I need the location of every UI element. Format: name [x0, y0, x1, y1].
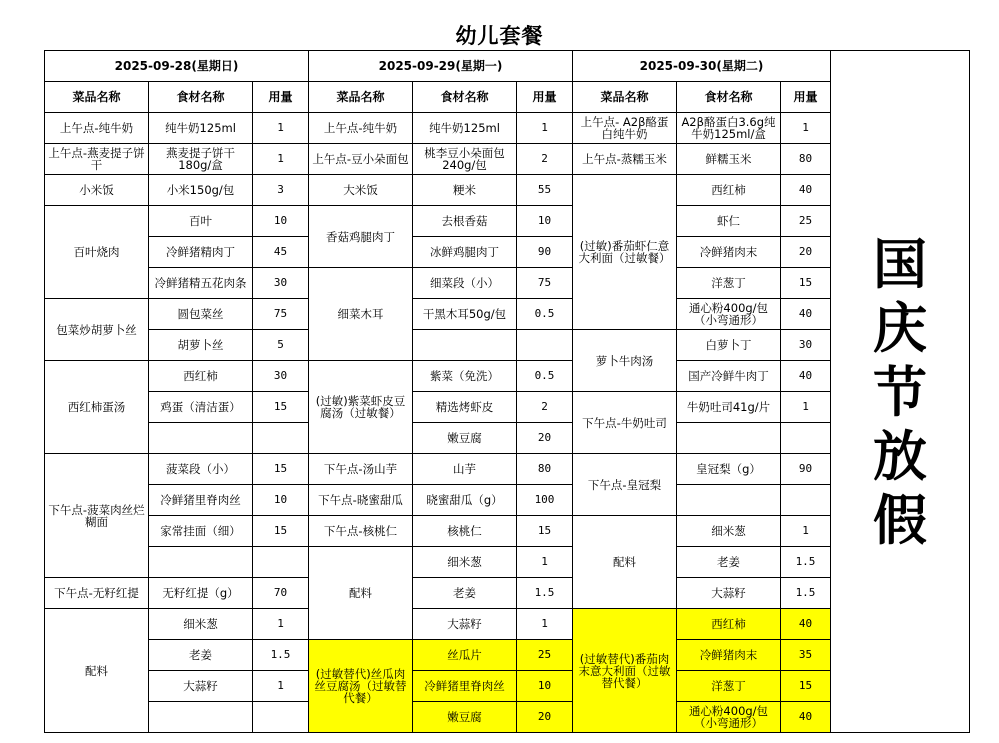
amount-cell: 15 — [253, 516, 309, 547]
amount-cell: 15 — [781, 671, 831, 702]
empty-cell — [781, 423, 831, 454]
amount-cell: 40 — [781, 702, 831, 733]
holiday-char: 庆 — [873, 295, 927, 360]
dish-cell: 配料 — [45, 609, 149, 733]
ingredient-cell: 洋葱丁 — [677, 671, 781, 702]
ingredient-cell: 冷鲜猪肉末 — [677, 237, 781, 268]
amount-cell: 40 — [781, 299, 831, 330]
ingredient-cell: 桃李豆小朵面包240g/包 — [413, 144, 517, 175]
ingredient-cell: 老姜 — [677, 547, 781, 578]
dish-cell: 配料 — [309, 547, 413, 640]
empty-cell — [253, 423, 309, 454]
header-ingredient: 食材名称 — [413, 82, 517, 113]
amount-cell: 30 — [781, 330, 831, 361]
ingredient-cell: 鲜糯玉米 — [677, 144, 781, 175]
dish-cell: 配料 — [573, 516, 677, 609]
ingredient-cell: 大蒜籽 — [149, 671, 253, 702]
amount-cell: 10 — [517, 671, 573, 702]
ingredient-cell: 鸡蛋（清洁蛋） — [149, 392, 253, 423]
dish-cell: (过敏)番茄虾仁意大利面（过敏餐） — [573, 175, 677, 330]
header-dish: 菜品名称 — [573, 82, 677, 113]
amount-cell: 20 — [517, 423, 573, 454]
dish-cell: 上午点- A2β酪蛋白纯牛奶 — [573, 113, 677, 144]
amount-cell: 1 — [781, 516, 831, 547]
dish-cell: 大米饭 — [309, 175, 413, 206]
amount-cell: 1 — [253, 144, 309, 175]
empty-cell — [149, 547, 253, 578]
amount-cell: 1 — [517, 547, 573, 578]
amount-cell: 40 — [781, 175, 831, 206]
ingredient-cell: 精选烤虾皮 — [413, 392, 517, 423]
ingredient-cell: 冷鲜猪精肉丁 — [149, 237, 253, 268]
dish-cell: (过敏替代)番茄肉末意大利面（过敏替代餐） — [573, 609, 677, 733]
ingredient-cell: 百叶 — [149, 206, 253, 237]
dish-cell: 香菇鸡腿肉丁 — [309, 206, 413, 268]
dish-cell: 包菜炒胡萝卜丝 — [45, 299, 149, 361]
ingredient-cell: 西红柿 — [677, 609, 781, 640]
amount-cell: 25 — [781, 206, 831, 237]
empty-cell — [677, 423, 781, 454]
amount-cell: 5 — [253, 330, 309, 361]
day1-date: 2025-09-28(星期日) — [45, 51, 309, 82]
holiday-char: 国 — [873, 231, 927, 296]
amount-cell: 15 — [781, 268, 831, 299]
holiday-char: 节 — [873, 359, 927, 424]
ingredient-cell: 大蒜籽 — [413, 609, 517, 640]
ingredient-cell: 家常挂面（细） — [149, 516, 253, 547]
dish-cell: 上午点-燕麦提子饼干 — [45, 144, 149, 175]
dish-cell: 细菜木耳 — [309, 268, 413, 361]
amount-cell: 15 — [517, 516, 573, 547]
amount-cell: 2 — [517, 392, 573, 423]
ingredient-cell: 纯牛奶125ml — [413, 113, 517, 144]
header-ingredient: 食材名称 — [677, 82, 781, 113]
header-amount: 用量 — [781, 82, 831, 113]
amount-cell: 70 — [253, 578, 309, 609]
dish-cell: 下午点-汤山芋 — [309, 454, 413, 485]
amount-cell: 1 — [781, 113, 831, 144]
amount-cell: 40 — [781, 361, 831, 392]
ingredient-cell: 西红柿 — [149, 361, 253, 392]
amount-cell: 1 — [253, 609, 309, 640]
dish-cell: 下午点-皇冠梨 — [573, 454, 677, 516]
amount-cell: 90 — [517, 237, 573, 268]
amount-cell: 15 — [253, 454, 309, 485]
amount-cell: 2 — [517, 144, 573, 175]
ingredient-cell: 干黑木耳50g/包 — [413, 299, 517, 330]
ingredient-cell: 粳米 — [413, 175, 517, 206]
day3-date: 2025-09-30(星期二) — [573, 51, 831, 82]
empty-cell — [677, 485, 781, 516]
amount-cell: 100 — [517, 485, 573, 516]
ingredient-cell: 冷鲜猪精五花肉条 — [149, 268, 253, 299]
dish-cell: 上午点-纯牛奶 — [45, 113, 149, 144]
empty-cell — [253, 702, 309, 733]
dish-cell: 下午点-菠菜肉丝烂糊面 — [45, 454, 149, 578]
empty-cell — [253, 547, 309, 578]
amount-cell: 10 — [253, 206, 309, 237]
ingredient-cell: 细米葱 — [413, 547, 517, 578]
amount-cell: 1 — [253, 113, 309, 144]
ingredient-cell: 牛奶吐司41g/片 — [677, 392, 781, 423]
empty-cell — [149, 423, 253, 454]
amount-cell: 40 — [781, 609, 831, 640]
amount-cell: 1.5 — [253, 640, 309, 671]
dish-cell: 下午点-牛奶吐司 — [573, 392, 677, 454]
ingredient-cell: 冷鲜猪里脊肉丝 — [149, 485, 253, 516]
amount-cell: 0.5 — [517, 361, 573, 392]
ingredient-cell: 核桃仁 — [413, 516, 517, 547]
ingredient-cell: 无籽红提（g） — [149, 578, 253, 609]
ingredient-cell: 纯牛奶125ml — [149, 113, 253, 144]
amount-cell: 1.5 — [517, 578, 573, 609]
empty-cell — [517, 330, 573, 361]
ingredient-cell: 菠菜段（小） — [149, 454, 253, 485]
page-title: 幼儿套餐 — [455, 24, 544, 48]
amount-cell: 1 — [253, 671, 309, 702]
amount-cell: 1.5 — [781, 578, 831, 609]
amount-cell: 80 — [781, 144, 831, 175]
amount-cell: 15 — [253, 392, 309, 423]
dish-cell: 西红柿蛋汤 — [45, 361, 149, 454]
amount-cell: 3 — [253, 175, 309, 206]
ingredient-cell: A2β酪蛋白3.6g纯牛奶125ml/盒 — [677, 113, 781, 144]
amount-cell: 20 — [781, 237, 831, 268]
amount-cell: 0.5 — [517, 299, 573, 330]
ingredient-cell: 皇冠梨（g） — [677, 454, 781, 485]
ingredient-cell: 紫菜（免洗） — [413, 361, 517, 392]
ingredient-cell: 嫩豆腐 — [413, 702, 517, 733]
amount-cell: 25 — [517, 640, 573, 671]
ingredient-cell: 去根香菇 — [413, 206, 517, 237]
dish-cell: 下午点-核桃仁 — [309, 516, 413, 547]
dish-cell: (过敏替代)丝瓜肉丝豆腐汤（过敏替代餐） — [309, 640, 413, 733]
header-amount: 用量 — [517, 82, 573, 113]
header-ingredient: 食材名称 — [149, 82, 253, 113]
amount-cell: 75 — [253, 299, 309, 330]
amount-cell: 10 — [253, 485, 309, 516]
amount-cell: 1 — [781, 392, 831, 423]
ingredient-cell: 白萝卜丁 — [677, 330, 781, 361]
dish-cell: 上午点-纯牛奶 — [309, 113, 413, 144]
ingredient-cell: 燕麦提子饼干180g/盒 — [149, 144, 253, 175]
dish-cell: 上午点-蒸糯玉米 — [573, 144, 677, 175]
amount-cell: 1 — [517, 113, 573, 144]
amount-cell: 35 — [781, 640, 831, 671]
amount-cell: 45 — [253, 237, 309, 268]
day2-date: 2025-09-29(星期一) — [309, 51, 573, 82]
ingredient-cell: 通心粉400g/包（小弯通形） — [677, 702, 781, 733]
ingredient-cell: 老姜 — [149, 640, 253, 671]
dish-cell: 下午点-无籽红提 — [45, 578, 149, 609]
menu-table — [44, 50, 970, 733]
holiday-char: 假 — [873, 487, 927, 552]
amount-cell: 10 — [517, 206, 573, 237]
ingredient-cell: 国产冷鲜牛肉丁 — [677, 361, 781, 392]
holiday-char: 放 — [873, 423, 927, 488]
ingredient-cell: 冰鲜鸡腿肉丁 — [413, 237, 517, 268]
dish-cell: 萝卜牛肉汤 — [573, 330, 677, 392]
amount-cell: 30 — [253, 268, 309, 299]
ingredient-cell: 冷鲜猪肉末 — [677, 640, 781, 671]
ingredient-cell: 细菜段（小） — [413, 268, 517, 299]
ingredient-cell: 圆包菜丝 — [149, 299, 253, 330]
dish-cell: 上午点-豆小朵面包 — [309, 144, 413, 175]
ingredient-cell: 细米葱 — [677, 516, 781, 547]
ingredient-cell: 洋葱丁 — [677, 268, 781, 299]
ingredient-cell: 老姜 — [413, 578, 517, 609]
empty-cell — [149, 702, 253, 733]
empty-cell — [781, 485, 831, 516]
ingredient-cell: 通心粉400g/包（小弯通形） — [677, 299, 781, 330]
ingredient-cell: 晓蜜甜瓜（g） — [413, 485, 517, 516]
ingredient-cell: 虾仁 — [677, 206, 781, 237]
ingredient-cell: 山芋 — [413, 454, 517, 485]
ingredient-cell: 小米150g/包 — [149, 175, 253, 206]
amount-cell: 90 — [781, 454, 831, 485]
dish-cell: 百叶烧肉 — [45, 206, 149, 299]
header-dish: 菜品名称 — [309, 82, 413, 113]
amount-cell: 30 — [253, 361, 309, 392]
ingredient-cell: 细米葱 — [149, 609, 253, 640]
ingredient-cell: 西红柿 — [677, 175, 781, 206]
header-amount: 用量 — [253, 82, 309, 113]
ingredient-cell: 冷鲜猪里脊肉丝 — [413, 671, 517, 702]
ingredient-cell: 嫩豆腐 — [413, 423, 517, 454]
amount-cell: 20 — [517, 702, 573, 733]
dish-cell: (过敏)紫菜虾皮豆腐汤（过敏餐） — [309, 361, 413, 454]
empty-cell — [413, 330, 517, 361]
holiday-notice — [831, 51, 970, 733]
ingredient-cell: 大蒜籽 — [677, 578, 781, 609]
amount-cell: 1.5 — [781, 547, 831, 578]
amount-cell: 75 — [517, 268, 573, 299]
amount-cell: 1 — [517, 609, 573, 640]
amount-cell: 55 — [517, 175, 573, 206]
dish-cell: 小米饭 — [45, 175, 149, 206]
dish-cell: 下午点-晓蜜甜瓜 — [309, 485, 413, 516]
ingredient-cell: 胡萝卜丝 — [149, 330, 253, 361]
header-dish: 菜品名称 — [45, 82, 149, 113]
amount-cell: 80 — [517, 454, 573, 485]
ingredient-cell: 丝瓜片 — [413, 640, 517, 671]
